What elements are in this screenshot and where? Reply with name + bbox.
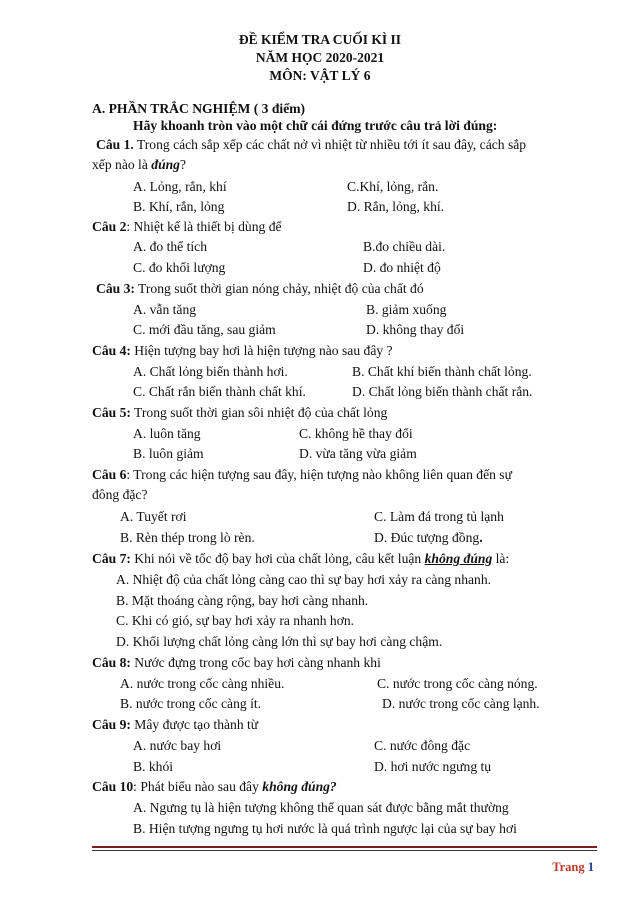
option-a: A. nước trong cốc càng nhiều. xyxy=(120,676,285,691)
option-c: C. Chất rắn biến thành chất khí. xyxy=(133,384,306,399)
option-b: B. luôn giảm xyxy=(133,446,204,461)
option-a: A. đo thể tích xyxy=(133,239,207,254)
option-d: D. Rắn, lỏng, khí. xyxy=(347,199,445,214)
question-8: Câu 8: Nước đựng trong cốc bay hơi càng nhanh khi xyxy=(92,655,381,670)
option-b: B.đo chiều dài. xyxy=(363,239,446,254)
option-a: A. Tuyết rơi xyxy=(120,509,187,524)
emphasis-not-correct: không đúng? xyxy=(262,779,337,794)
emphasis-not-correct: không đúng xyxy=(424,551,493,566)
question-2: Câu 2: Nhiệt kế là thiết bị dùng để xyxy=(92,219,282,234)
question-9: Câu 9: Mây được tạo thành từ xyxy=(92,717,259,732)
option-d: D. không thay đổi xyxy=(366,322,465,337)
option-a: A. nước bay hơi xyxy=(133,738,222,753)
option-c: C. Khi có gió, sự bay hơi xảy ra nhanh hơn. xyxy=(116,613,355,628)
option-b: B. khói xyxy=(133,759,174,774)
question-10: Câu 10: Phát biểu nào sau đây không đúng? xyxy=(92,779,337,794)
school-year: NĂM HỌC 2020-2021 xyxy=(255,50,385,65)
option-c: C. Làm đá trong tủ lạnh xyxy=(374,509,504,524)
question-3: Câu 3: Trong suốt thời gian nóng chảy, nhiệt độ của chất đó xyxy=(96,281,424,296)
question-1-cont: xếp nào là đúng? xyxy=(92,157,187,172)
question-7: Câu 7: Khi nói về tốc độ bay hơi của chất lỏng, câu kết luận không đúng là: xyxy=(92,551,510,566)
option-b: B. Chất khí biến thành chất lỏng. xyxy=(352,364,532,379)
question-4: Câu 4: Hiện tượng bay hơi là hiện tượng nào sau đây ? xyxy=(92,343,393,358)
option-a: A. vẫn tăng xyxy=(133,302,197,317)
option-d: D. vừa tăng vừa giảm xyxy=(299,446,417,461)
question-6-cont: đông đặc? xyxy=(92,487,148,502)
option-c: C. nước đông đặc xyxy=(374,738,471,753)
option-b: B. Rèn thép trong lò rèn. xyxy=(120,530,255,545)
option-a: A. Nhiệt độ của chất lỏng càng cao thì sự bay hơi xảy ra càng nhanh. xyxy=(116,572,492,587)
exam-title: ĐỀ KIỂM TRA CUỐI KÌ II xyxy=(238,32,402,47)
option-b: B. Hiện tượng ngưng tụ hơi nước là quá trình ngược lại của sự bay hơi xyxy=(133,821,517,836)
option-d: D. đo nhiệt độ xyxy=(363,260,441,275)
option-b: B. nước trong cốc càng ít. xyxy=(120,696,262,711)
option-d: D. hơi nước ngưng tụ xyxy=(374,759,492,774)
option-d: D. nước trong cốc càng lạnh. xyxy=(382,696,540,711)
option-a: A. Chất lỏng biến thành hơi. xyxy=(133,364,288,379)
option-b: B. Mặt thoáng càng rộng, bay hơi càng nhanh. xyxy=(116,593,369,608)
footer-label: Trang xyxy=(552,860,585,874)
option-c: C. không hề thay đổi xyxy=(299,426,413,441)
option-c: C. đo khối lượng xyxy=(133,260,226,275)
section-instruction: Hãy khoanh tròn vào một chữ cái đứng trước câu trả lời đúng: xyxy=(133,118,498,133)
option-b: B. Khí, rắn, lỏng xyxy=(133,199,225,214)
question-6: Câu 6: Trong các hiện tượng sau đây, hiện tượng nào không liên quan đến sự xyxy=(92,467,512,482)
emphasis-correct: đúng xyxy=(151,157,180,172)
question-1: Câu 1. Trong cách sắp xếp các chất nở vì nhiệt từ nhiều tới ít sau đây, cách sắp xyxy=(96,137,527,152)
option-d: D. Đúc tượng đồng. xyxy=(374,530,483,545)
page-footer xyxy=(552,860,594,875)
option-a: A. Ngưng tụ là hiện tượng không thể quan sát được bằng mắt thường xyxy=(133,800,509,815)
page-number: 1 xyxy=(587,860,594,874)
option-c: C. nước trong cốc càng nóng. xyxy=(377,676,538,691)
question-5: Câu 5: Trong suốt thời gian sôi nhiệt độ của chất lỏng xyxy=(92,405,388,420)
option-a: A. luôn tăng xyxy=(133,426,201,441)
option-a: A. Lỏng, rắn, khí xyxy=(133,179,227,194)
option-c: C.Khí, lỏng, rắn. xyxy=(347,179,439,194)
option-c: C. mới đầu tăng, sau giảm xyxy=(133,322,276,337)
option-d: D. Khối lượng chất lỏng càng lớn thì sự bay hơi càng chậm. xyxy=(116,634,443,649)
option-b: B. giảm xuống xyxy=(366,302,447,317)
section-title: A. PHẦN TRẮC NGHIỆM ( 3 điểm) xyxy=(92,101,306,116)
footer-rule xyxy=(92,846,597,848)
footer-rule-thin xyxy=(92,850,597,851)
subject: MÔN: VẬT LÝ 6 xyxy=(269,68,371,83)
option-d: D. Chất lỏng biến thành chất rắn. xyxy=(352,384,533,399)
question-1-label: Câu 1. xyxy=(96,137,134,152)
